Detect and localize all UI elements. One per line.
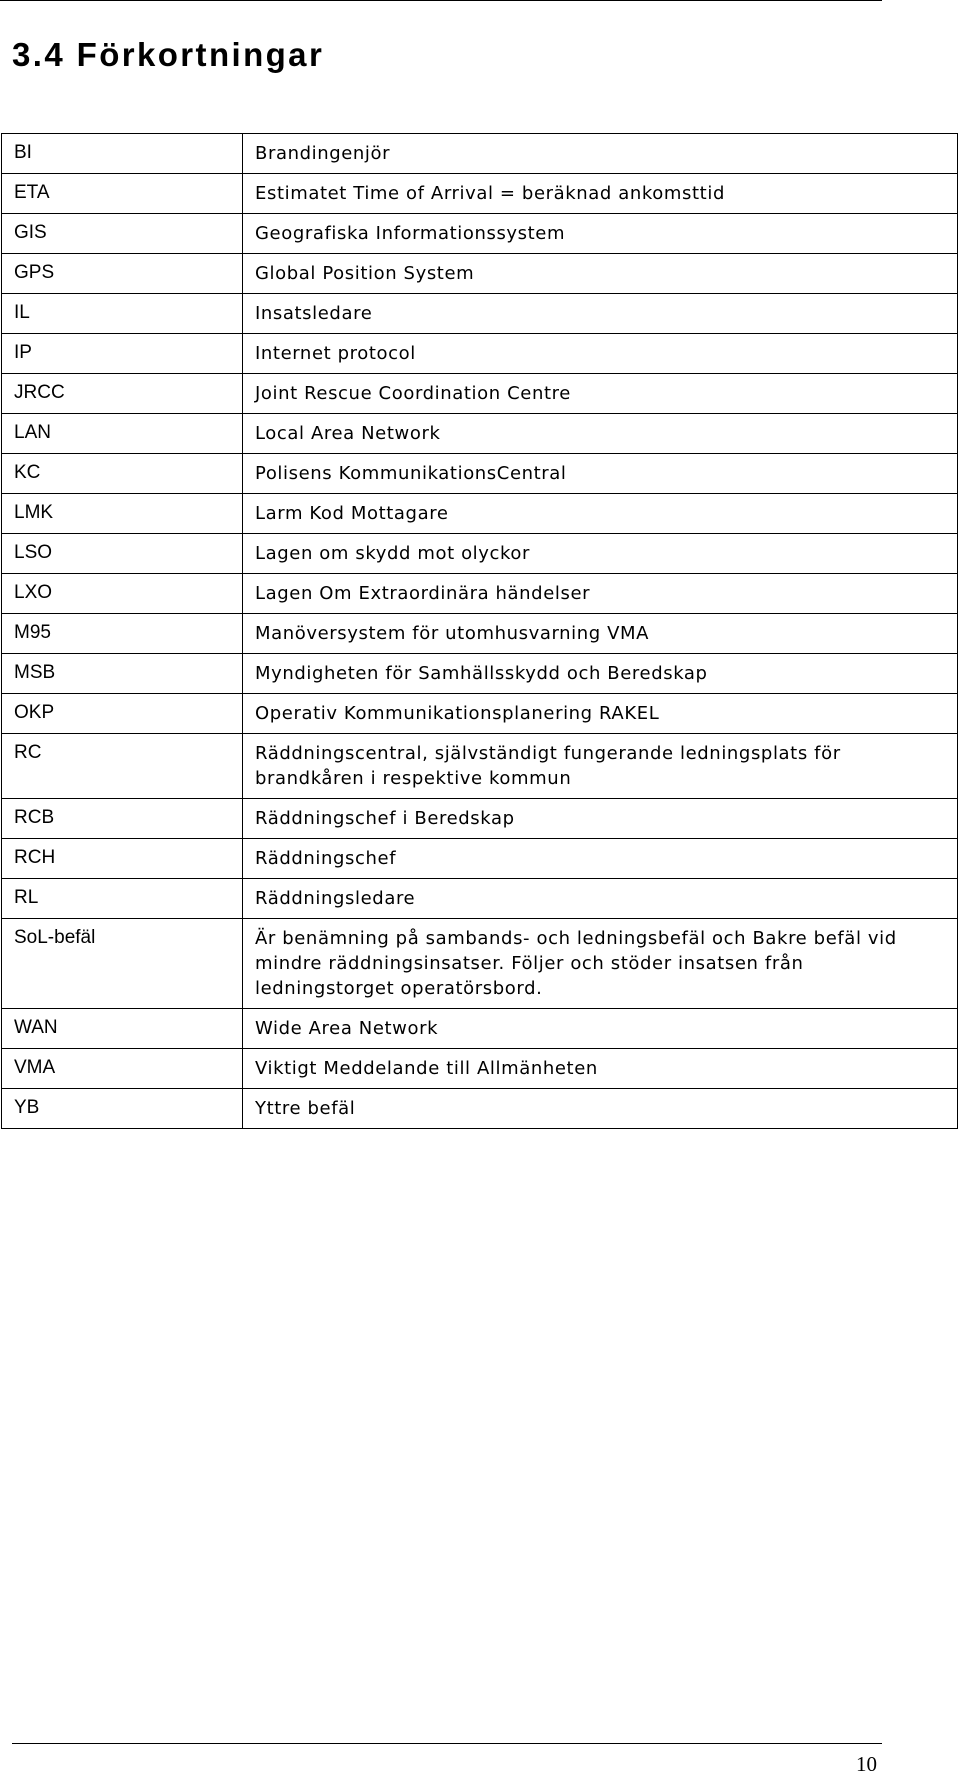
table-row [2,734,958,799]
abbreviation-definition: Räddningschef [243,839,958,879]
abbreviation-code: IL [2,294,243,334]
abbreviation-code: JRCC [2,374,243,414]
abbreviation-code: RCB [2,799,243,839]
table-row [2,654,958,694]
abbreviation-definition: Brandingenjör [243,134,958,174]
abbreviation-definition: Operativ Kommunikationsplanering RAKEL [243,694,958,734]
table-row [2,614,958,654]
table-row [2,494,958,534]
table-row [2,374,958,414]
abbreviation-definition: Estimatet Time of Arrival = beräknad ankomsttid [243,174,958,214]
table-row [2,839,958,879]
table-row [2,799,958,839]
abbreviation-definition: Joint Rescue Coordination Centre [243,374,958,414]
abbreviation-definition: Insatsledare [243,294,958,334]
table-row [2,134,958,174]
top-rule [0,0,882,1]
abbreviation-code: LSO [2,534,243,574]
table-row [2,879,958,919]
abbreviation-code: LAN [2,414,243,454]
abbreviation-code: YB [2,1089,243,1129]
abbreviation-code: RC [2,734,243,799]
table-row [2,334,958,374]
abbreviation-definition: Lagen Om Extraordinära händelser [243,574,958,614]
abbreviation-code: SoL-befäl [2,919,243,1009]
table-row [2,414,958,454]
abbreviation-definition: Global Position System [243,254,958,294]
abbreviation-definition: Är benämning på sambands- och ledningsbefäl och Bakre befäl vid mindre räddningsinsatser. Följer och stöder insatsen från ledningstorget operatörsbord. [243,919,958,1009]
abbreviation-definition: Lagen om skydd mot olyckor [243,534,958,574]
table-row [2,534,958,574]
table-row [2,919,958,1009]
table-row [2,574,958,614]
abbreviation-code: OKP [2,694,243,734]
abbreviation-definition: Polisens KommunikationsCentral [243,454,958,494]
abbreviation-code: WAN [2,1009,243,1049]
abbreviation-code: M95 [2,614,243,654]
abbreviation-code: RCH [2,839,243,879]
table-row [2,214,958,254]
abbreviation-definition: Larm Kod Mottagare [243,494,958,534]
footer-rule [12,1743,882,1744]
abbreviation-table-body [2,134,958,1129]
abbreviation-code: RL [2,879,243,919]
abbreviation-code: KC [2,454,243,494]
abbreviation-code: LXO [2,574,243,614]
abbreviation-code: GIS [2,214,243,254]
abbreviation-code: IP [2,334,243,374]
table-row [2,174,958,214]
abbreviation-code: GPS [2,254,243,294]
abbreviation-definition: Manöversystem för utomhusvarning VMA [243,614,958,654]
table-row [2,1009,958,1049]
abbreviation-definition: Räddningscentral, självständigt fungerande ledningsplats för brandkåren i respektive kommun [243,734,958,799]
page-number: 10 [856,1752,877,1776]
abbreviation-definition: Geografiska Informationssystem [243,214,958,254]
abbreviation-code: BI [2,134,243,174]
table-row [2,294,958,334]
table-row [2,254,958,294]
table-row [2,1089,958,1129]
abbreviation-table [1,133,958,1129]
abbreviation-definition: Internet protocol [243,334,958,374]
abbreviation-code: ETA [2,174,243,214]
abbreviation-code: LMK [2,494,243,534]
table-row [2,1049,958,1089]
abbreviation-definition: Local Area Network [243,414,958,454]
abbreviation-definition: Räddningschef i Beredskap [243,799,958,839]
table-row [2,694,958,734]
table-row [2,454,958,494]
abbreviation-code: VMA [2,1049,243,1089]
abbreviation-definition: Viktigt Meddelande till Allmänheten [243,1049,958,1089]
abbreviation-definition: Yttre befäl [243,1089,958,1129]
section-heading: 3.4 Förkortningar [12,36,325,73]
abbreviation-definition: Myndigheten för Samhällsskydd och Beredskap [243,654,958,694]
abbreviation-code: MSB [2,654,243,694]
abbreviation-definition: Räddningsledare [243,879,958,919]
abbreviation-definition: Wide Area Network [243,1009,958,1049]
